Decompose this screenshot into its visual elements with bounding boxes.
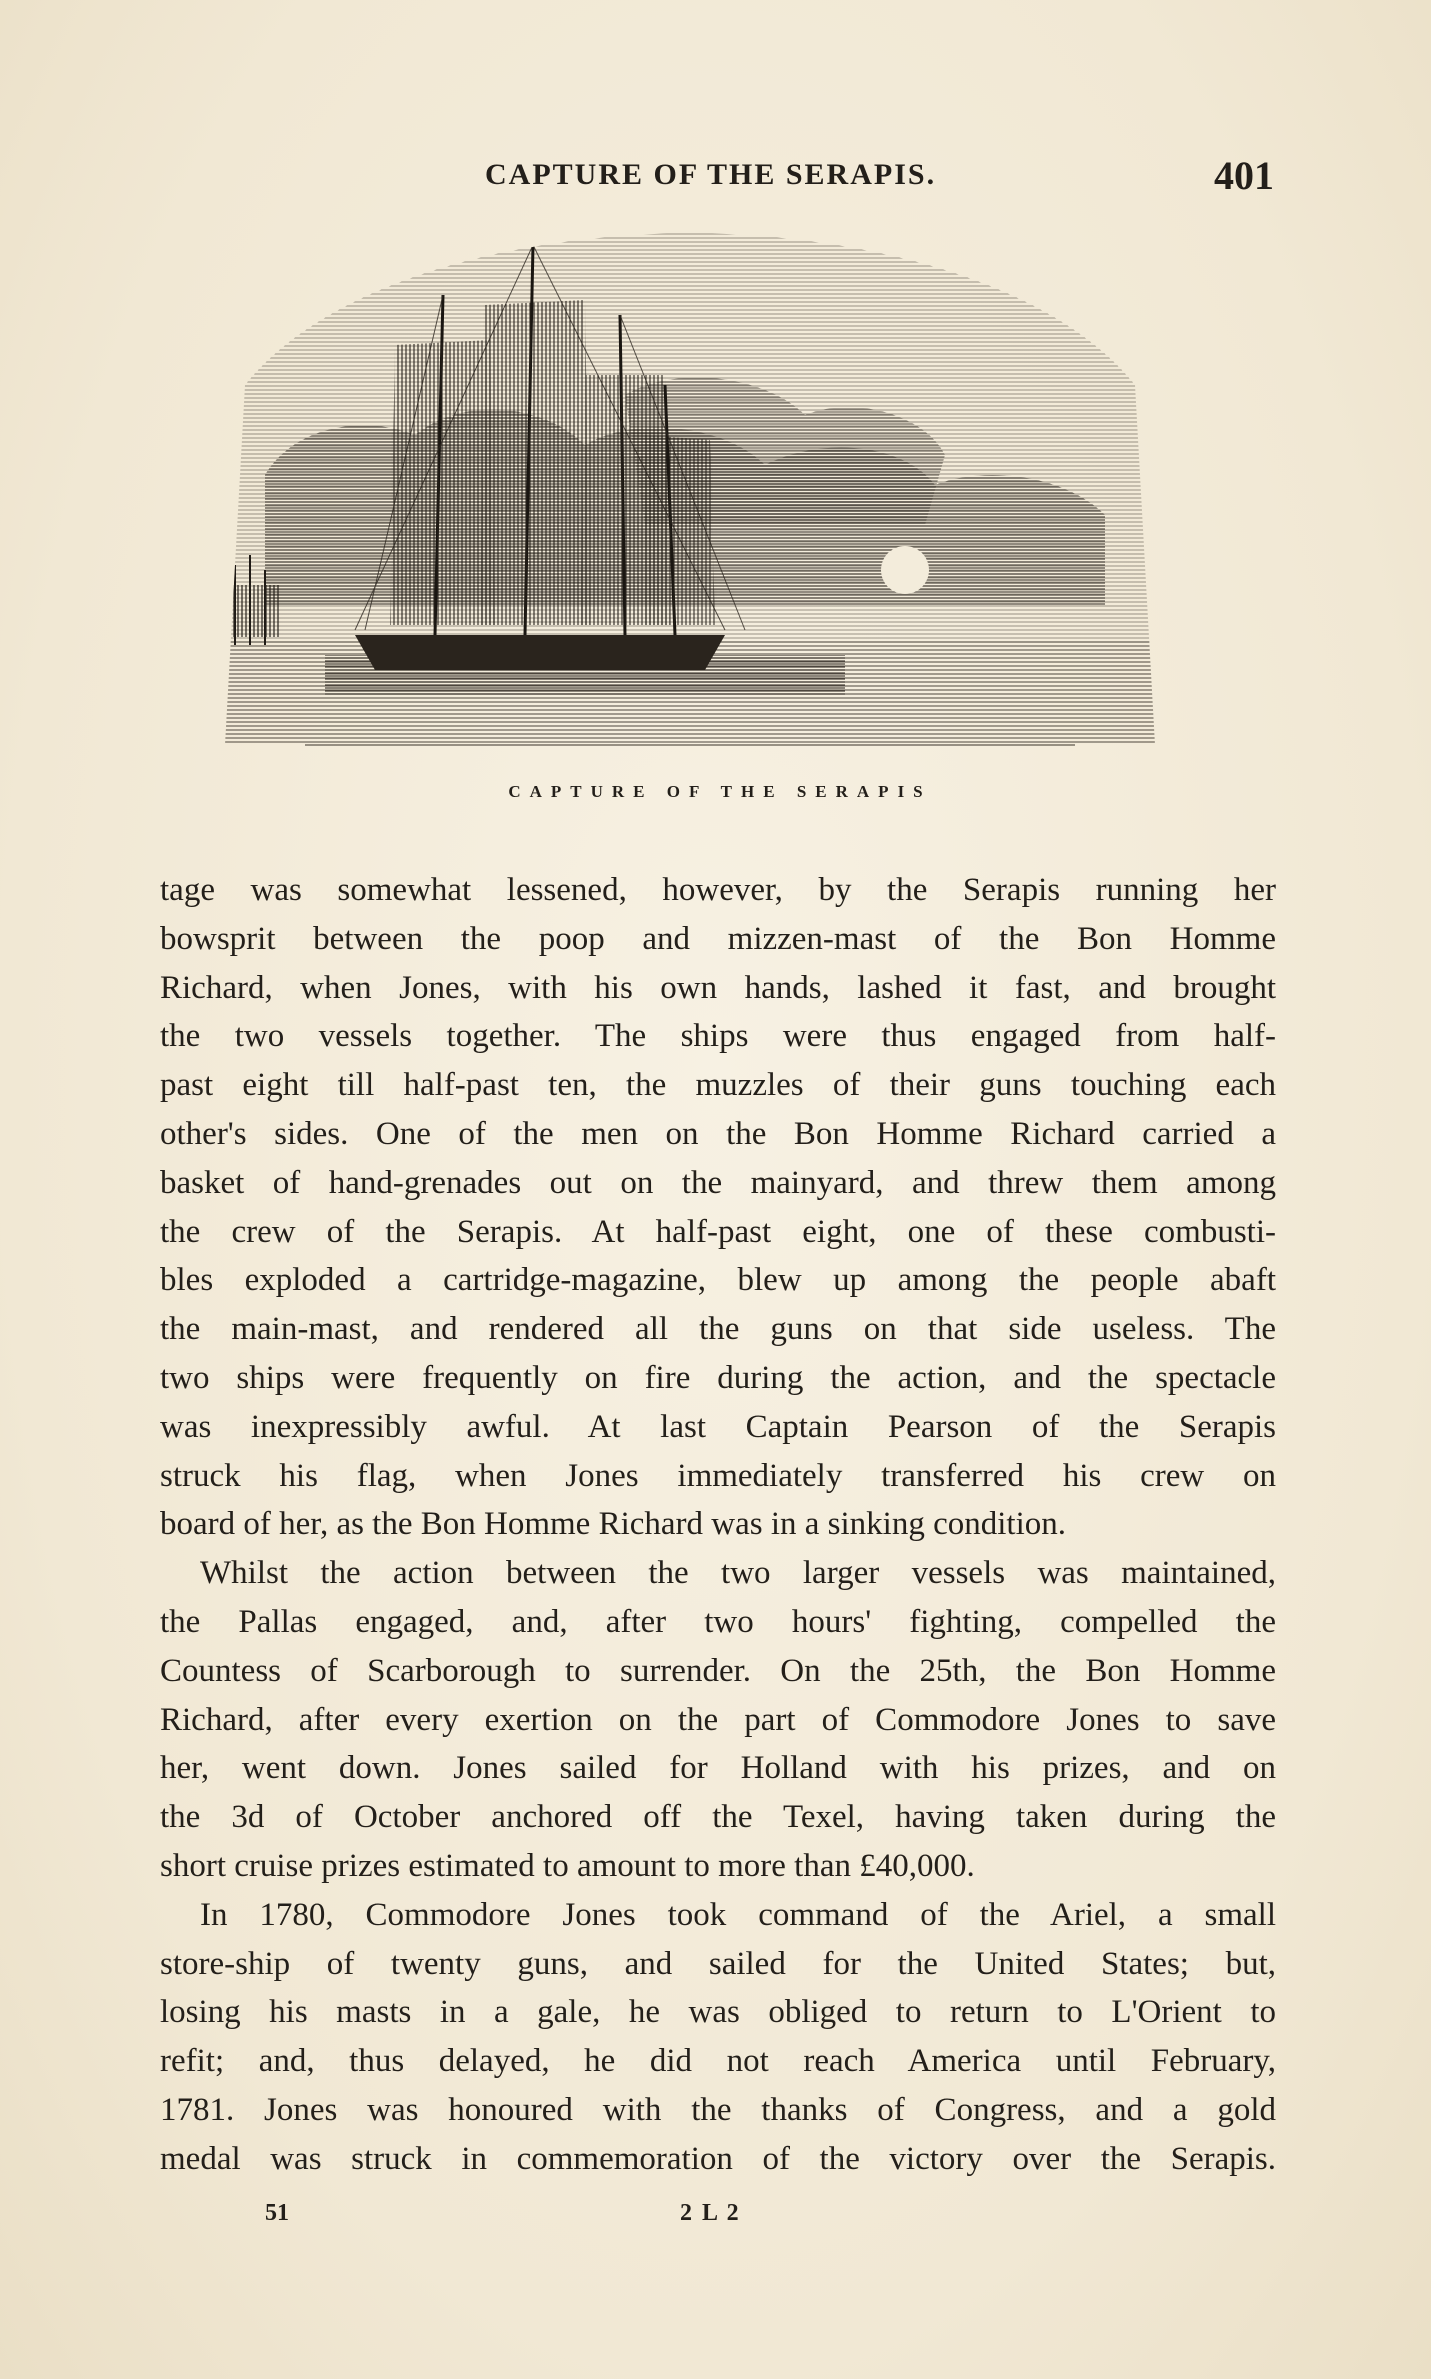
page-footer: [160, 2200, 1280, 2240]
sheet-signature-number: 51: [265, 2200, 289, 2226]
text-line: was inexpressibly awful. At last Captain Pearson of the Serapis: [160, 1408, 1276, 1445]
text-line: struck his flag, when Jones immediately transferred his crew on: [160, 1457, 1276, 1494]
text-line: the two vessels together. The ships were thus engaged from half-: [160, 1018, 1276, 1055]
text-line: Richard, after every exertion on the part of Commodore Jones to save: [160, 1701, 1276, 1738]
text-line: 1781. Jones was honoured with the thanks of Congress, and a gold: [160, 2091, 1276, 2128]
running-title: CAPTURE OF THE SERAPIS.: [485, 158, 937, 191]
text-line: the crew of the Serapis. At half-past eight, one of these combusti-: [160, 1213, 1276, 1250]
text-line: the 3d of October anchored off the Texel, having taken during the: [160, 1799, 1276, 1836]
text-line: her, went down. Jones sailed for Holland with his prizes, and on: [160, 1750, 1276, 1787]
text-line: other's sides. One of the men on the Bon Homme Richard carried a: [160, 1115, 1276, 1152]
text-line: refit; and, thus delayed, he did not reach America until February,: [160, 2043, 1276, 2080]
text-line: Whilst the action between the two larger vessels was maintained,: [200, 1555, 1276, 1592]
illustration-caption: CAPTURE OF THE SERAPIS: [508, 782, 932, 801]
text-line: board of her, as the Bon Homme Richard was in a sinking condition.: [160, 1506, 1067, 1543]
body-text: [160, 866, 1276, 2184]
text-line: Richard, when Jones, with his own hands, lashed it fast, and brought: [160, 969, 1276, 1006]
text-line: medal was struck in commemoration of the victory over the Serapis.: [160, 2140, 1276, 2177]
text-line: bles exploded a cartridge-magazine, blew up among the people abaft: [160, 1262, 1276, 1299]
text-line: past eight till half-past ten, the muzzles of their guns touching each: [160, 1067, 1276, 1104]
text-line: short cruise prizes estimated to amount to more than £40,000.: [160, 1847, 975, 1884]
text-line: two ships were frequently on fire during the action, and the spectacle: [160, 1359, 1276, 1396]
text-line: tage was somewhat lessened, however, by the Serapis running her: [160, 872, 1276, 908]
running-head: [160, 153, 1280, 208]
text-line: store-ship of twenty guns, and sailed for the United States; but,: [160, 1945, 1276, 1982]
text-line: In 1780, Commodore Jones took command of the Ariel, a small: [200, 1896, 1276, 1933]
sheet-signature-mark: 2 L 2: [680, 2200, 741, 2226]
text-line: bowsprit between the poop and mizzen-mast of the Bon Homme: [160, 920, 1276, 957]
text-line: the main-mast, and rendered all the guns on that side useless. The: [160, 1311, 1276, 1348]
text-line: losing his masts in a gale, he was obliged to return to L'Orient to: [160, 1994, 1276, 2031]
page-number: 401: [1214, 153, 1274, 198]
text-line: the Pallas engaged, and, after two hours' fighting, compelled the: [160, 1603, 1276, 1640]
ship-battle-engraving: [205, 225, 1175, 765]
text-line: Countess of Scarborough to surrender. On the 25th, the Bon Homme: [160, 1652, 1276, 1689]
text-line: basket of hand-grenades out on the mainyard, and threw them among: [160, 1164, 1276, 1201]
